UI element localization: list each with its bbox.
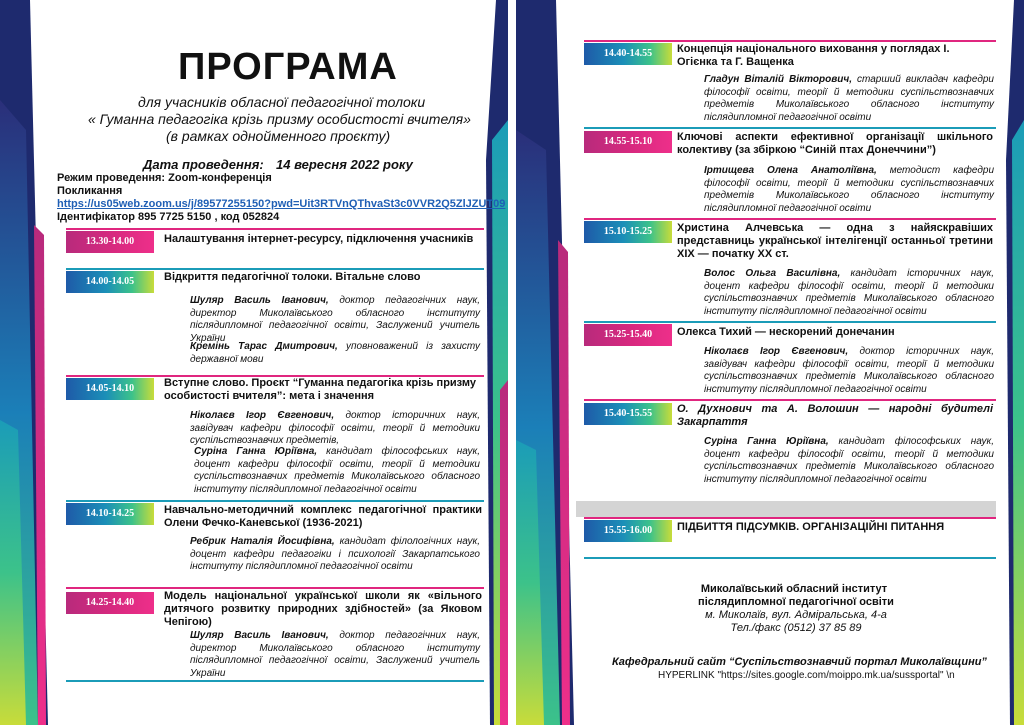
agenda-item-title: Олекса Тихий — нескорений донечанин — [677, 326, 895, 338]
date-value: 14 вересня 2022 року — [276, 157, 413, 172]
speaker-name: Суріна Ганна Юріївна, — [194, 446, 318, 457]
speaker-name: Іртищева Олена Анатоліївна, — [704, 165, 877, 176]
institute-name-line-2: післядипломної педагогічної освіти — [698, 596, 894, 608]
speaker-description: кандидат історичних наук, доцент кафедри філософії освіти, теорії й методики суспільствознавчих предметів Миколаївського обласного інституту післядипломної педагогічної освіти — [704, 268, 994, 317]
page-gap — [508, 0, 516, 725]
time-badge: 14.25-14.40 — [66, 592, 154, 614]
speaker-entry — [190, 410, 480, 448]
institute-name-line-1: Миколаївський обласний інститут — [700, 583, 888, 595]
separator-line — [66, 500, 484, 502]
speaker-entry — [704, 436, 994, 486]
page-title: ПРОГРАМА — [178, 46, 398, 88]
institute-address: м. Миколаїв, вул. Адміральська, 4-а — [705, 609, 887, 621]
speaker-description: старший викладач кафедри філософії освіти, теорії й методики суспільствознавчих предметів Миколаївського обласного інституту післядипломної педагогічної освіти — [704, 74, 994, 123]
speaker-name: Шуляр Василь Іванович, — [190, 295, 329, 306]
zoom-identifier: Ідентифікатор 895 7725 5150 , код 052824 — [57, 211, 280, 223]
agenda-item-title: Відкриття педагогічної толоки. Вітальне слово — [164, 271, 421, 283]
time-badge: 14.40-14.55 — [584, 43, 672, 65]
speaker-name: Ніколаєв Ігор Євгенович, — [190, 410, 335, 421]
speaker-entry — [194, 446, 480, 496]
speaker-entry — [190, 630, 480, 680]
separator-line — [66, 268, 484, 270]
speaker-entry — [704, 74, 994, 124]
agenda-item-title: Налаштування інтернет-ресурсу, підключення учасників — [164, 233, 474, 245]
separator-line — [66, 228, 484, 230]
time-badge: 14.05-14.10 — [66, 378, 154, 400]
separator-line — [584, 321, 996, 323]
zoom-link[interactable]: https://us05web.zoom.us/j/89577255150?pwd=Uit3RTVnQThvaSt3c0VVR2Q5ZlJZUT09 — [57, 198, 506, 210]
speaker-description: уповноважений із захисту державної мови — [190, 341, 480, 365]
agenda-item-title: Навчально-методичний комплекс педагогічної практики Олени Фечко-Каневської (1936-2021) — [164, 504, 482, 529]
speaker-description: доктор педагогічних наук, директор Миколаївського обласного інституту післядипломної педагогічної освіти, Заслужений учитель України — [190, 630, 480, 679]
speaker-entry — [704, 346, 994, 396]
subtitle-line-3: (в рамках однойменного проєкту) — [166, 128, 391, 144]
agenda-item-title: О. Духнович та А. Волошин — народні будителі Закарпаття — [677, 403, 993, 428]
separator-line — [584, 218, 996, 220]
agenda-item-title: Ключові аспекти ефективної організації шкільного колективу (за збіркою “Синій птах Донеччини”) — [677, 131, 993, 156]
time-badge: 15.25-15.40 — [584, 324, 672, 346]
speaker-entry — [190, 341, 480, 366]
program-page-right — [516, 0, 1024, 725]
separator-line — [66, 680, 484, 682]
agenda-item-title: Христина Алчевська — одна з найяскравіших представниць української інтелігенції останньої третини ХІХ — початку ХХ ст. — [677, 222, 993, 260]
agenda-item-title: Модель національної української школи як «вільного дитячого розвитку природних здібностей» (за Яковом Чепігою) — [164, 590, 482, 628]
speaker-entry — [190, 536, 480, 574]
site-hyperlink[interactable]: HYPERLINK "https://sites.google.com/moippo.mk.ua/sussportal" \n — [658, 670, 955, 681]
time-badge: 14.10-14.25 — [66, 503, 154, 525]
speaker-name: Суріна Ганна Юріївна, — [704, 436, 829, 447]
speaker-name: Ніколаєв Ігор Євгенович, — [704, 346, 849, 357]
speaker-description: кандидат філологічних наук, доцент кафедри педагогіки і психології Закарпатського інституту післядипломної педагогічної освіти — [190, 536, 480, 572]
speaker-name: Шуляр Василь Іванович, — [190, 630, 329, 641]
date-label: Дата проведення: — [143, 157, 264, 172]
subtitle-line-2: « Гуманна педагогіка крізь призму особистості вчителя» — [88, 111, 471, 127]
separator-line — [584, 127, 996, 129]
separator-line — [66, 587, 484, 589]
separator-line — [584, 399, 996, 401]
speaker-entry — [704, 165, 994, 215]
grey-band — [576, 501, 996, 517]
agenda-item-title: Концепція національного виховання у поглядах І. Огієнка та Г. Ващенка — [677, 43, 950, 68]
department-site: Кафедральний сайт “Суспільствознавчий портал Миколаївщини” — [612, 656, 987, 668]
speaker-entry — [190, 295, 480, 345]
time-badge: 15.10-15.25 — [584, 221, 672, 243]
separator-line — [584, 557, 996, 559]
speaker-name: Волос Ольга Василівна, — [704, 268, 841, 279]
speaker-entry — [704, 268, 994, 318]
subtitle-line-1: для учасників обласної педагогічної толоки — [138, 94, 426, 110]
time-badge: 15.40-15.55 — [584, 403, 672, 425]
speaker-description: кандидат філософських наук, доцент кафедри філософії освіти, теорії й методики суспільствознавчих предметів Миколаївського обласного інституту післядипломної педагогічної освіти — [704, 436, 995, 485]
speaker-name: Кремінь Тарас Дмитрович, — [190, 341, 338, 352]
time-badge: 14.00-14.05 — [66, 271, 154, 293]
speaker-description: методист кафедри філософії освіти, теорії й методики суспільствознавчих предметів Миколаївського обласного інституту післядипломної педагогічної освіти — [704, 165, 995, 214]
agenda-item-title: ПІДБИТТЯ ПІДСУМКІВ. ОРГАНІЗАЦІЙНІ ПИТАННЯ — [677, 521, 945, 533]
agenda-item-title: Вступне слово. Проєкт “Гуманна педагогіка крізь призму особистості вчителя”: мета і значення — [164, 377, 476, 402]
speaker-name: Гладун Віталій Вікторович, — [704, 74, 852, 85]
link-label: Покликання — [57, 185, 123, 197]
speaker-description: кандидат філософських наук, доцент кафедри філософії освіти, теорії й методики суспільствознавчих предметів Миколаївського обласного інституту післядипломної педагогічної освіти — [194, 446, 481, 495]
speaker-description: доктор історичних наук, завідувач кафедри філософії освіти, теорії й методики суспільствознавчих предметів, — [190, 410, 480, 446]
time-badge: 15.55-16.00 — [584, 520, 672, 542]
conference-mode: Режим проведення: Zoom-конференція — [57, 172, 272, 184]
time-badge: 14.55-15.10 — [584, 131, 672, 153]
speaker-description: доктор педагогічних наук, директор Миколаївського обласного інституту післядипломної педагогічної освіти, Заслужений учитель України — [190, 295, 480, 344]
speaker-name: Ребрик Наталія Йосифівна, — [190, 536, 335, 547]
speaker-description: доктор історичних наук, завідувач кафедри філософії освіти, теорії й методики суспільствознавчих предметів Миколаївського обласного інституту післядипломної педагогічної освіти — [704, 346, 994, 395]
separator-line — [584, 40, 996, 42]
program-page-left — [0, 0, 508, 725]
time-badge: 13.30-14.00 — [66, 231, 154, 253]
separator-line — [584, 517, 996, 519]
institute-phone: Тел./факс (0512) 37 85 89 — [730, 622, 862, 634]
